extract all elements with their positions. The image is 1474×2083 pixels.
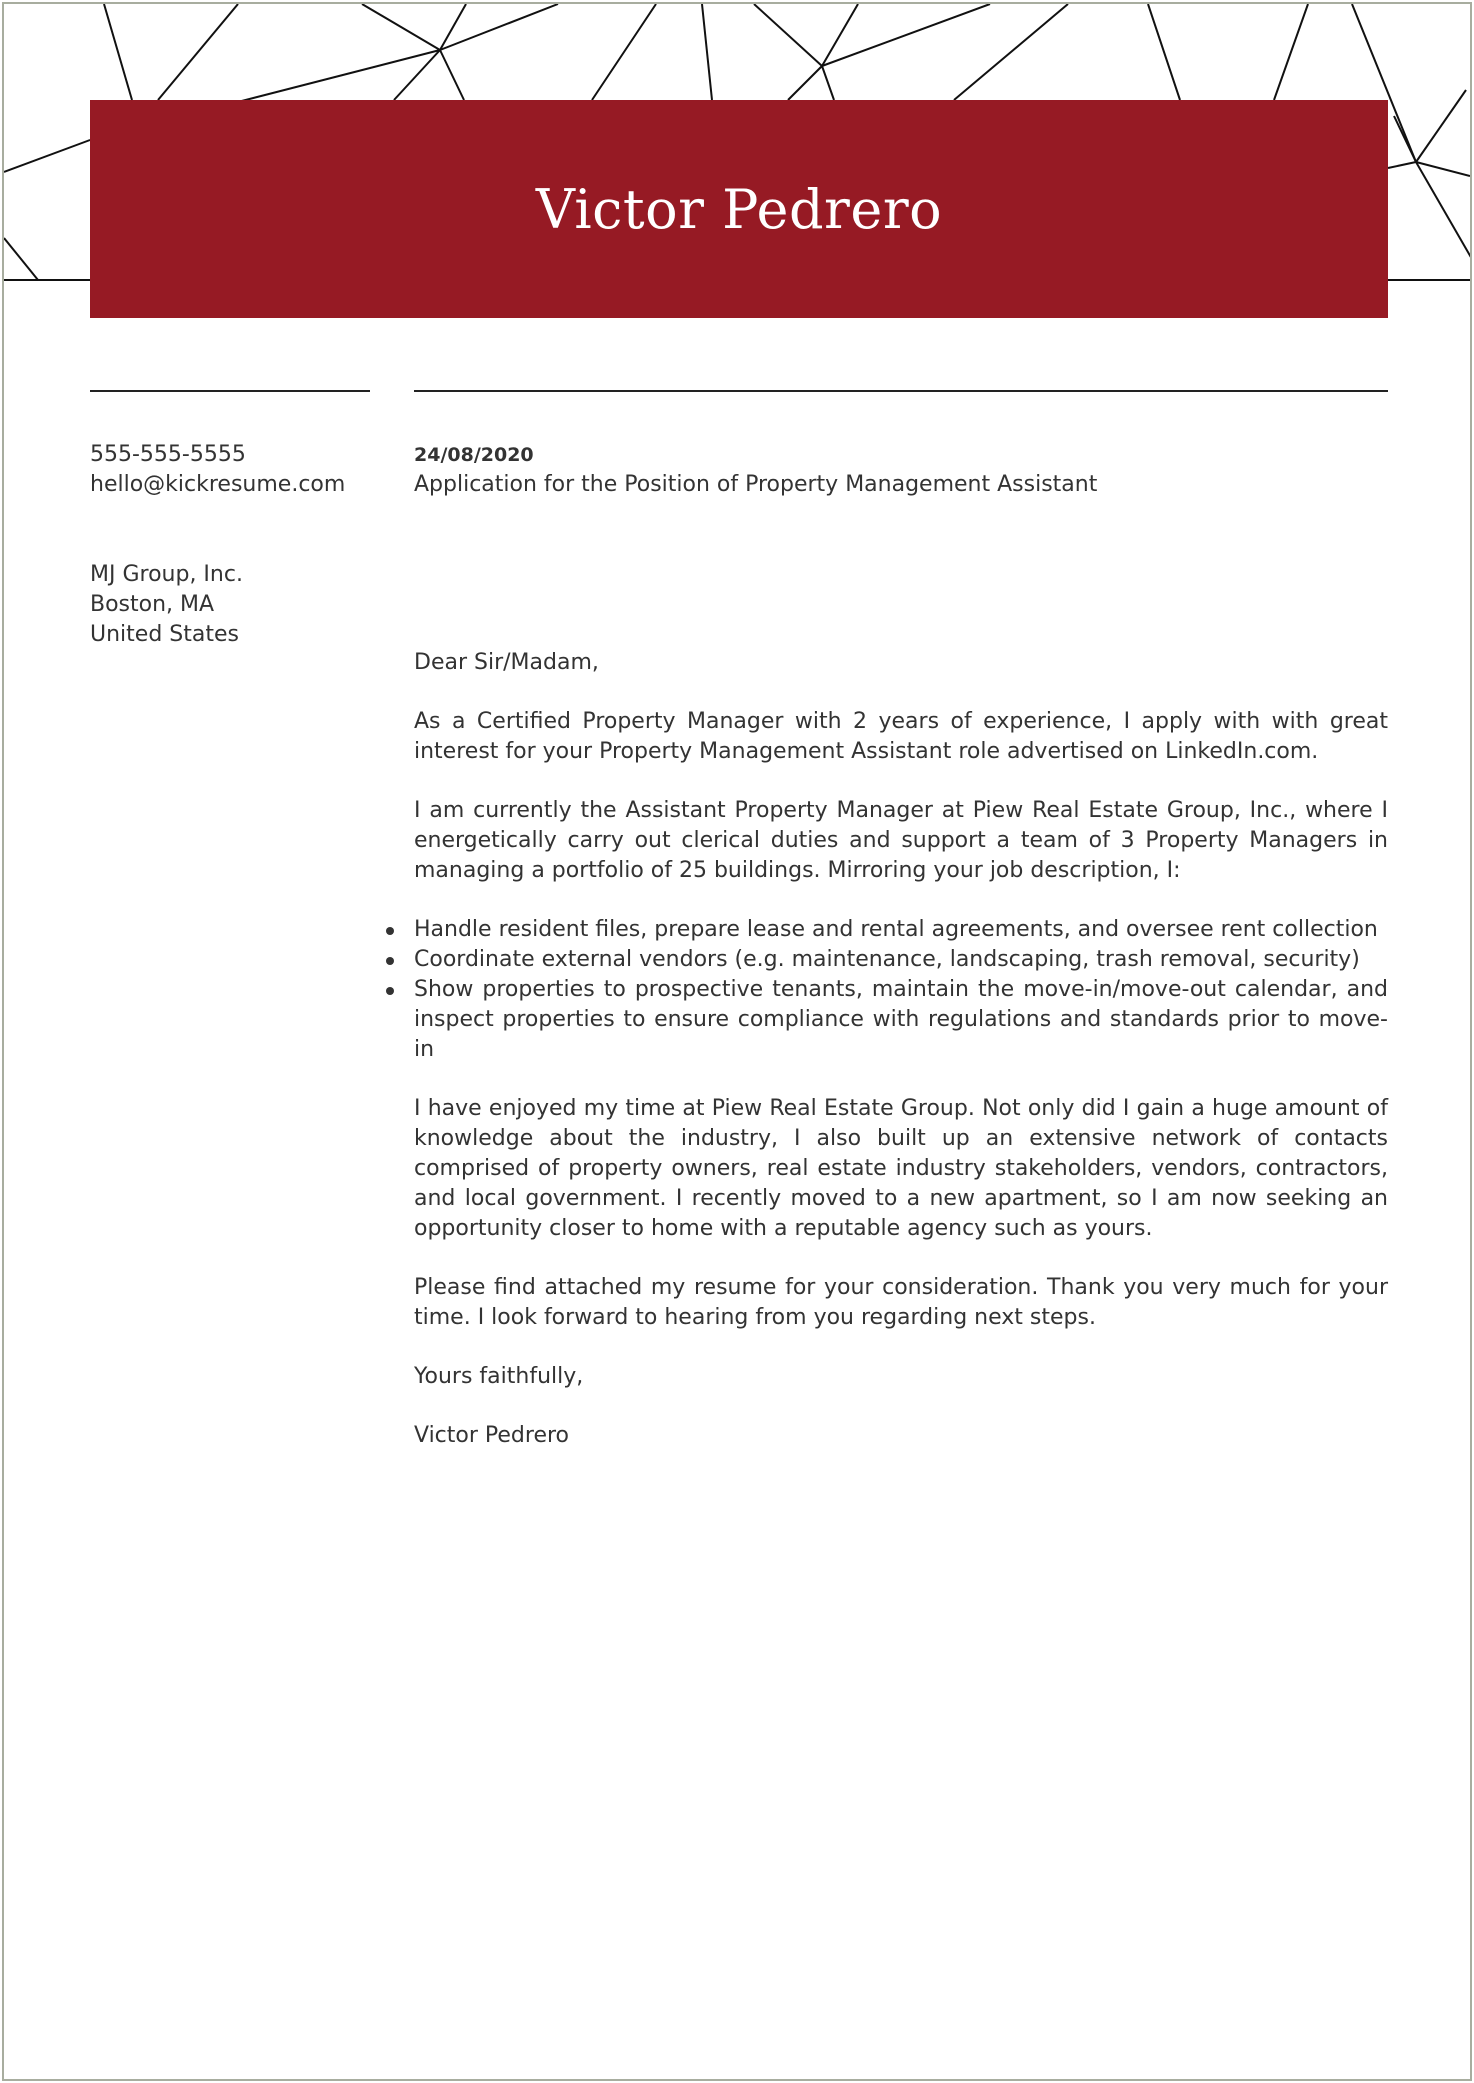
sidebar-spacer <box>90 500 390 560</box>
sidebar <box>90 440 390 650</box>
closing: Yours faithfully, <box>414 1364 584 1389</box>
signature-name: Victor Pedrero <box>414 1423 569 1448</box>
list-item: Show properties to prospective tenants, maintain the move-in/move-out calendar, and inspect properties to ensure compliance with regulations and standards prior to move-in <box>414 975 1388 1065</box>
duties-list <box>414 915 1388 1065</box>
paragraph: Please find attached my resume for your consideration. Thank you very much for your time. I look forward to hearing from you regarding next steps. <box>414 1275 1388 1330</box>
letter-date: 24/08/2020 <box>414 444 534 466</box>
salutation: Dear Sir/Madam, <box>414 650 599 675</box>
name-banner <box>90 100 1388 318</box>
divider-left <box>90 390 370 392</box>
paragraph: I am currently the Assistant Property Manager at Piew Real Estate Group, Inc., where I energetically carry out clerical duties and support a team of 3 Property Managers in managing a portfolio of 25 buildings. Mirroring your job description, I: <box>414 798 1388 883</box>
divider-right <box>414 390 1388 392</box>
recipient-city: Boston, MA <box>90 592 215 617</box>
list-item: Coordinate external vendors (e.g. maintenance, landscaping, trash removal, security) <box>414 945 1388 975</box>
contact-phone: 555-555-5555 <box>90 442 246 467</box>
contact-email: hello@kickresume.com <box>90 472 346 497</box>
applicant-name: Victor Pedrero <box>535 177 943 241</box>
letter-body <box>414 440 1388 1451</box>
cover-letter-page <box>2 2 1472 2081</box>
list-item: Handle resident files, prepare lease and rental agreements, and oversee rent collection <box>414 915 1388 945</box>
paragraph: I have enjoyed my time at Piew Real Estate Group. Not only did I gain a huge amount of knowledge about the industry, I also built up an extensive network of contacts comprised of property owners, real estate industry stakeholders, vendors, contractors, and local government. I recently moved to a new apartment, so I am now seeking an opportunity closer to home with a reputable agency such as yours. <box>414 1096 1388 1241</box>
paragraph: As a Certified Property Manager with 2 years of experience, I apply with with great interest for your Property Management Assistant role advertised on LinkedIn.com. <box>414 709 1388 764</box>
letter-subject: Application for the Position of Property Management Assistant <box>414 472 1098 497</box>
recipient-company: MJ Group, Inc. <box>90 562 243 587</box>
recipient-country: United States <box>90 622 239 647</box>
